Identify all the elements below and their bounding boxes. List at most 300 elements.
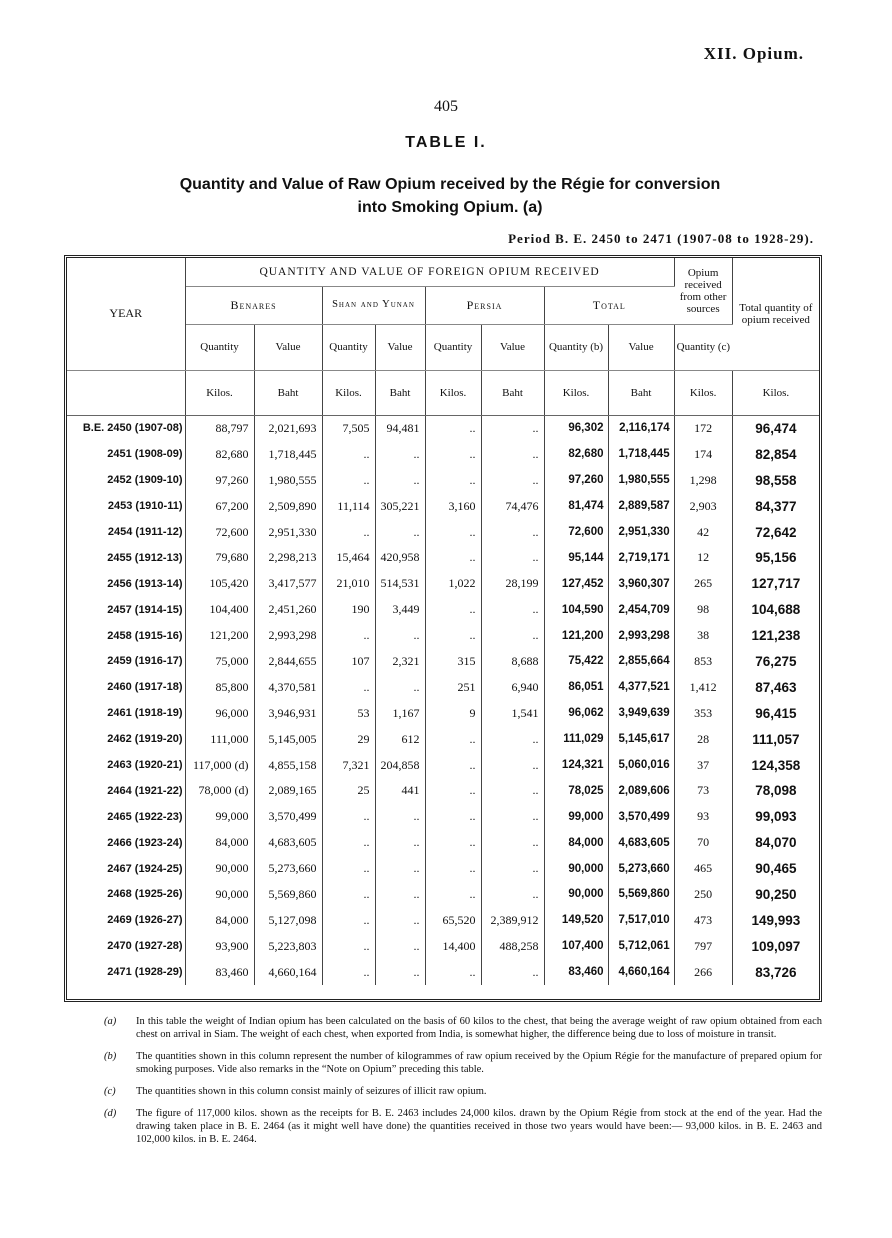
data-cell: 93,900	[185, 933, 254, 959]
sub-header-value: Value	[254, 324, 322, 370]
data-cell: 2,855,664	[608, 649, 674, 675]
data-cell: 353	[674, 700, 732, 726]
table-row	[67, 649, 819, 675]
data-cell: ..	[322, 959, 375, 985]
footnote-label: (d)	[104, 1108, 117, 1119]
table-row	[67, 907, 819, 933]
unit-cell: Kilos.	[185, 370, 254, 415]
table-row	[67, 441, 819, 467]
unit-cell: Baht	[375, 370, 425, 415]
unit-cell: Kilos.	[425, 370, 481, 415]
table-row	[67, 752, 819, 778]
data-cell: 53	[322, 700, 375, 726]
data-cell: 11,114	[322, 493, 375, 519]
data-cell: 3,570,499	[608, 804, 674, 830]
data-cell: 149,520	[544, 907, 608, 933]
footnote-text: The quantities shown in this column consist mainly of seizures of illicit raw opium.	[136, 1086, 487, 1097]
data-cell: 441	[375, 778, 425, 804]
data-cell: 99,000	[544, 804, 608, 830]
year-cell: 2463 (1920-21)	[67, 752, 185, 778]
table-row	[67, 519, 819, 545]
data-cell: 95,144	[544, 545, 608, 571]
data-cell: 1,980,555	[254, 467, 322, 493]
data-cell: 96,302	[544, 415, 608, 441]
period-line: Period B. E. 2450 to 2471 (1907-08 to 1928-29).	[508, 231, 814, 246]
col-header-other-sources: Opium received from other sources	[674, 258, 732, 324]
footnote-label: (b)	[104, 1051, 117, 1062]
data-cell: ..	[375, 441, 425, 467]
table-row	[67, 597, 819, 623]
footnote-text: The quantities shown in this column represent the number of kilogrammes of raw opium received by the Opium Régie for the manufacture of prepared opium for smoking purposes. Vide also remarks in the “Note on Opium” preceding this table.	[136, 1051, 822, 1075]
table-row	[67, 830, 819, 856]
year-cell: 2452 (1909-10)	[67, 467, 185, 493]
data-cell: ..	[322, 830, 375, 856]
data-cell: ..	[481, 623, 544, 649]
opium-table	[64, 255, 822, 1002]
footnote	[104, 1085, 822, 1098]
unit-cell: Kilos.	[544, 370, 608, 415]
data-cell: 5,223,803	[254, 933, 322, 959]
table-title: TABLE I.	[405, 134, 487, 151]
data-cell: 14,400	[425, 933, 481, 959]
data-cell: 3,946,931	[254, 700, 322, 726]
table-caption	[80, 173, 820, 219]
data-cell: 2,454,709	[608, 597, 674, 623]
data-cell: 38	[674, 623, 732, 649]
year-cell: 2461 (1918-19)	[67, 700, 185, 726]
data-cell: 2,389,912	[481, 907, 544, 933]
data-cell: ..	[425, 597, 481, 623]
data-cell: ..	[425, 752, 481, 778]
table-row	[67, 933, 819, 959]
data-cell: 3,449	[375, 597, 425, 623]
footnotes	[104, 1015, 822, 1155]
data-cell: ..	[481, 882, 544, 908]
col-header-year: YEAR	[67, 258, 185, 370]
data-cell: 12	[674, 545, 732, 571]
data-cell: 73	[674, 778, 732, 804]
data-cell: 2,993,298	[608, 623, 674, 649]
data-cell: 88,797	[185, 415, 254, 441]
data-cell: ..	[322, 804, 375, 830]
data-cell: 90,465	[755, 861, 797, 877]
units-row	[67, 370, 819, 415]
data-cell: 96,415	[755, 705, 797, 721]
table-row	[67, 882, 819, 908]
data-cell: ..	[375, 519, 425, 545]
data-cell: 7,517,010	[608, 907, 674, 933]
col-header-foreign: QUANTITY AND VALUE OF FOREIGN OPIUM RECEIVED	[185, 258, 674, 286]
year-cell: 2457 (1914-15)	[67, 597, 185, 623]
data-cell: 96,062	[544, 700, 608, 726]
data-cell: 124,321	[544, 752, 608, 778]
data-cell: 488,258	[481, 933, 544, 959]
table-row	[67, 804, 819, 830]
data-cell: ..	[425, 545, 481, 571]
data-cell: 127,452	[544, 571, 608, 597]
data-cell: 42	[674, 519, 732, 545]
data-cell: 94,481	[375, 415, 425, 441]
data-cell: 5,712,061	[608, 933, 674, 959]
data-cell: 98	[674, 597, 732, 623]
data-cell: 5,273,660	[608, 856, 674, 882]
data-cell: 3,417,577	[254, 571, 322, 597]
data-cell: ..	[425, 623, 481, 649]
data-cell: ..	[481, 545, 544, 571]
col-header-shan: Shan and Yunan	[322, 286, 425, 324]
data-cell: 76,275	[755, 653, 797, 669]
unit-cell: Baht	[481, 370, 544, 415]
data-cell: ..	[481, 519, 544, 545]
data-cell: 65,520	[425, 907, 481, 933]
data-cell: 3,949,639	[608, 700, 674, 726]
data-cell: 7,321	[322, 752, 375, 778]
data-cell: 2,451,260	[254, 597, 322, 623]
data-cell: 204,858	[375, 752, 425, 778]
data-cell: ..	[481, 467, 544, 493]
table-row	[67, 778, 819, 804]
year-cell: 2453 (1910-11)	[67, 493, 185, 519]
data-cell: 2,298,213	[254, 545, 322, 571]
data-cell: 83,460	[544, 959, 608, 985]
data-cell: 111,000	[185, 726, 254, 752]
data-cell: ..	[375, 467, 425, 493]
unit-cell: Kilos.	[674, 370, 732, 415]
data-cell: 5,145,005	[254, 726, 322, 752]
data-cell: 75,422	[544, 649, 608, 675]
data-cell: 2,951,330	[254, 519, 322, 545]
year-cell: 2471 (1928-29)	[67, 959, 185, 985]
section-heading: XII. Opium.	[703, 44, 804, 63]
data-cell: 81,474	[544, 493, 608, 519]
data-cell: 28	[674, 726, 732, 752]
data-cell: 5,273,660	[254, 856, 322, 882]
data-cell: 3,960,307	[608, 571, 674, 597]
data-cell: 465	[674, 856, 732, 882]
data-cell: 79,680	[185, 545, 254, 571]
unit-cell: Baht	[608, 370, 674, 415]
data-cell: 1,541	[481, 700, 544, 726]
data-cell: ..	[375, 959, 425, 985]
data-cell: 7,505	[322, 415, 375, 441]
data-cell: 1,980,555	[608, 467, 674, 493]
data-cell: ..	[481, 726, 544, 752]
caption-line-2: into Smoking Opium. (a)	[357, 199, 543, 216]
data-cell: 93	[674, 804, 732, 830]
footnote-label: (a)	[104, 1016, 117, 1027]
data-cell: ..	[481, 441, 544, 467]
data-cell: 21,010	[322, 571, 375, 597]
col-header-total-quantity: Total quantity of opium received	[732, 258, 819, 370]
data-cell: 28,199	[481, 571, 544, 597]
data-cell: 70	[674, 830, 732, 856]
data-cell: 78,098	[755, 783, 797, 799]
data-cell: 104,400	[185, 597, 254, 623]
data-cell: 84,377	[755, 498, 797, 514]
table-row	[67, 726, 819, 752]
sub-header-quantity: Quantity	[322, 324, 375, 370]
sub-header-value: Value	[608, 324, 674, 370]
data-cell: 75,000	[185, 649, 254, 675]
data-cell: 121,200	[185, 623, 254, 649]
data-cell: ..	[481, 778, 544, 804]
year-cell: 2464 (1921-22)	[67, 778, 185, 804]
data-cell: 37	[674, 752, 732, 778]
data-cell: 2,509,890	[254, 493, 322, 519]
data-cell: 315	[425, 649, 481, 675]
data-cell: 74,476	[481, 493, 544, 519]
table-row	[67, 674, 819, 700]
data-cell: ..	[425, 804, 481, 830]
data-cell: 4,683,605	[254, 830, 322, 856]
col-header-benares: Benares	[185, 286, 322, 324]
data-cell: ..	[481, 830, 544, 856]
year-cell: 2465 (1922-23)	[67, 804, 185, 830]
data-cell: ..	[322, 882, 375, 908]
data-cell: 190	[322, 597, 375, 623]
data-cell: 96,000	[185, 700, 254, 726]
data-cell: 72,600	[185, 519, 254, 545]
data-cell: 25	[322, 778, 375, 804]
unit-cell: Kilos.	[322, 370, 375, 415]
footnote	[104, 1107, 822, 1146]
data-cell: 4,370,581	[254, 674, 322, 700]
data-cell: 83,460	[185, 959, 254, 985]
data-cell: ..	[425, 441, 481, 467]
data-cell: 473	[674, 907, 732, 933]
data-cell: ..	[481, 597, 544, 623]
table-row	[67, 415, 819, 441]
data-cell: 5,569,860	[608, 882, 674, 908]
year-cell: 2455 (1912-13)	[67, 545, 185, 571]
year-cell: 2454 (1911-12)	[67, 519, 185, 545]
data-cell: 2,719,171	[608, 545, 674, 571]
data-table	[67, 258, 819, 985]
data-cell: 4,855,158	[254, 752, 322, 778]
data-cell: 250	[674, 882, 732, 908]
data-cell: 2,321	[375, 649, 425, 675]
data-cell: ..	[481, 959, 544, 985]
table-row	[67, 623, 819, 649]
data-cell: 78,000 (d)	[185, 778, 254, 804]
data-cell: 104,688	[751, 602, 801, 618]
data-cell: 29	[322, 726, 375, 752]
data-cell: 853	[674, 649, 732, 675]
data-cell: ..	[322, 441, 375, 467]
data-cell: 72,642	[755, 524, 797, 540]
data-cell: ..	[375, 623, 425, 649]
data-cell: 85,800	[185, 674, 254, 700]
data-cell: 121,200	[544, 623, 608, 649]
data-cell: 95,156	[755, 550, 797, 566]
year-cell: 2456 (1913-14)	[67, 571, 185, 597]
data-cell: 84,000	[185, 907, 254, 933]
data-cell: 107	[322, 649, 375, 675]
data-cell: 3,160	[425, 493, 481, 519]
sub-header-value: Value	[375, 324, 425, 370]
data-cell: 514,531	[375, 571, 425, 597]
data-cell: 121,238	[751, 628, 801, 644]
data-cell: 72,600	[544, 519, 608, 545]
data-cell: 1,718,445	[608, 441, 674, 467]
data-cell: 82,680	[185, 441, 254, 467]
data-cell: 90,000	[544, 856, 608, 882]
data-cell: 3,570,499	[254, 804, 322, 830]
year-cell: 2462 (1919-20)	[67, 726, 185, 752]
data-cell: ..	[375, 933, 425, 959]
data-cell: ..	[425, 415, 481, 441]
data-cell: 612	[375, 726, 425, 752]
table-row	[67, 959, 819, 985]
data-cell: 90,000	[544, 882, 608, 908]
unit-cell-blank	[67, 370, 185, 415]
year-cell: 2470 (1927-28)	[67, 933, 185, 959]
table-row	[67, 571, 819, 597]
table-row	[67, 467, 819, 493]
data-cell: 82,854	[755, 446, 797, 462]
year-cell: 2469 (1926-27)	[67, 907, 185, 933]
sub-header-value: Value	[481, 324, 544, 370]
data-cell: 2,844,655	[254, 649, 322, 675]
data-cell: 99,093	[755, 809, 797, 825]
data-cell: 1,412	[674, 674, 732, 700]
col-header-persia: Persia	[425, 286, 544, 324]
data-cell: 84,000	[185, 830, 254, 856]
data-cell: ..	[322, 856, 375, 882]
data-cell: 15,464	[322, 545, 375, 571]
data-cell: ..	[425, 959, 481, 985]
data-cell: 111,057	[752, 731, 800, 747]
year-cell: 2460 (1917-18)	[67, 674, 185, 700]
data-cell: 1,298	[674, 467, 732, 493]
data-cell: 124,358	[751, 757, 801, 773]
data-cell: ..	[375, 830, 425, 856]
data-cell: 2,951,330	[608, 519, 674, 545]
data-cell: 104,590	[544, 597, 608, 623]
data-cell: ..	[425, 467, 481, 493]
data-cell: 4,660,164	[254, 959, 322, 985]
year-cell: 2458 (1915-16)	[67, 623, 185, 649]
data-cell: 5,569,860	[254, 882, 322, 908]
data-cell: 2,993,298	[254, 623, 322, 649]
sub-header-quantity-c: Quantity (c)	[674, 324, 732, 370]
data-cell: ..	[322, 623, 375, 649]
data-cell: 2,903	[674, 493, 732, 519]
data-cell: 1,718,445	[254, 441, 322, 467]
data-cell: 1,167	[375, 700, 425, 726]
table-row	[67, 700, 819, 726]
data-cell: ..	[322, 674, 375, 700]
data-cell: 6,940	[481, 674, 544, 700]
data-cell: 84,000	[544, 830, 608, 856]
data-cell: 420,958	[375, 545, 425, 571]
data-cell: 4,377,521	[608, 674, 674, 700]
caption-line-1: Quantity and Value of Raw Opium received by the Régie for conversion	[179, 176, 721, 193]
data-cell: ..	[425, 856, 481, 882]
data-cell: 797	[674, 933, 732, 959]
data-cell: 8,688	[481, 649, 544, 675]
data-cell: 2,116,174	[608, 415, 674, 441]
data-cell: ..	[425, 726, 481, 752]
data-cell: 265	[674, 571, 732, 597]
sub-header-quantity: Quantity	[425, 324, 481, 370]
data-cell: ..	[425, 882, 481, 908]
data-cell: 82,680	[544, 441, 608, 467]
data-cell: ..	[481, 415, 544, 441]
page-number: 405	[434, 98, 458, 115]
data-cell: ..	[375, 907, 425, 933]
data-cell: ..	[375, 674, 425, 700]
data-cell: 99,000	[185, 804, 254, 830]
footnote	[104, 1015, 822, 1041]
data-cell: 87,463	[755, 679, 797, 695]
data-cell: 2,089,165	[254, 778, 322, 804]
data-cell: ..	[481, 752, 544, 778]
data-cell: 4,683,605	[608, 830, 674, 856]
data-cell: 109,097	[751, 938, 801, 954]
data-cell: 97,260	[185, 467, 254, 493]
data-cell: 2,089,606	[608, 778, 674, 804]
data-cell: 9	[425, 700, 481, 726]
data-cell: 305,221	[375, 493, 425, 519]
data-cell: 98,558	[755, 472, 797, 488]
year-cell: 2467 (1924-25)	[67, 856, 185, 882]
data-cell: 90,000	[185, 882, 254, 908]
data-cell: 86,051	[544, 674, 608, 700]
data-cell: 174	[674, 441, 732, 467]
data-cell: ..	[375, 882, 425, 908]
data-cell: 78,025	[544, 778, 608, 804]
data-cell: ..	[375, 856, 425, 882]
data-cell: 117,000 (d)	[185, 752, 254, 778]
year-cell: B.E. 2450 (1907-08)	[67, 415, 185, 441]
footnote-text: The figure of 117,000 kilos. shown as the receipts for B. E. 2463 includes 24,000 kilos. drawn by the Opium Régie from stock at the end of the year. Had the drawing taken place in B. E. 2464 (as it might well have done) the quantities received in those two years would have been:— 93,000 kilos. in B. E. 2463 and 102,000 kilos. in B. E. 2464.	[136, 1108, 822, 1145]
year-cell: 2451 (1908-09)	[67, 441, 185, 467]
data-cell: 4,660,164	[608, 959, 674, 985]
table-row	[67, 545, 819, 571]
sub-header-quantity: Quantity	[185, 324, 254, 370]
sub-header-quantity-b: Quantity (b)	[544, 324, 608, 370]
data-cell: 1,022	[425, 571, 481, 597]
data-cell: ..	[481, 856, 544, 882]
data-cell: 67,200	[185, 493, 254, 519]
data-cell: ..	[425, 830, 481, 856]
data-cell: 266	[674, 959, 732, 985]
table-row	[67, 493, 819, 519]
data-cell: 5,127,098	[254, 907, 322, 933]
data-cell: ..	[322, 467, 375, 493]
data-cell: 127,717	[751, 576, 801, 592]
data-cell: ..	[425, 519, 481, 545]
data-cell: 90,250	[755, 886, 797, 902]
col-header-total: Total	[544, 286, 674, 324]
table-row	[67, 856, 819, 882]
data-cell: 5,060,016	[608, 752, 674, 778]
data-cell: 111,029	[544, 726, 608, 752]
data-cell: ..	[322, 933, 375, 959]
data-cell: 2,021,693	[254, 415, 322, 441]
data-cell: 5,145,617	[608, 726, 674, 752]
footnote-text: In this table the weight of Indian opium has been calculated on the basis of 60 kilos to the chest, that being the average weight of raw opium obtained from each chest on arrival in Siam. The weight of each chest, when exported from India, is somewhat higher, the difference being due to loss of moisture in transit.	[136, 1016, 822, 1040]
data-cell: 105,420	[185, 571, 254, 597]
data-cell: 83,726	[755, 964, 797, 980]
data-cell: ..	[425, 778, 481, 804]
data-cell: 107,400	[544, 933, 608, 959]
data-cell: 172	[674, 415, 732, 441]
year-cell: 2459 (1916-17)	[67, 649, 185, 675]
data-rows	[67, 415, 819, 985]
unit-cell: Kilos.	[732, 370, 819, 415]
